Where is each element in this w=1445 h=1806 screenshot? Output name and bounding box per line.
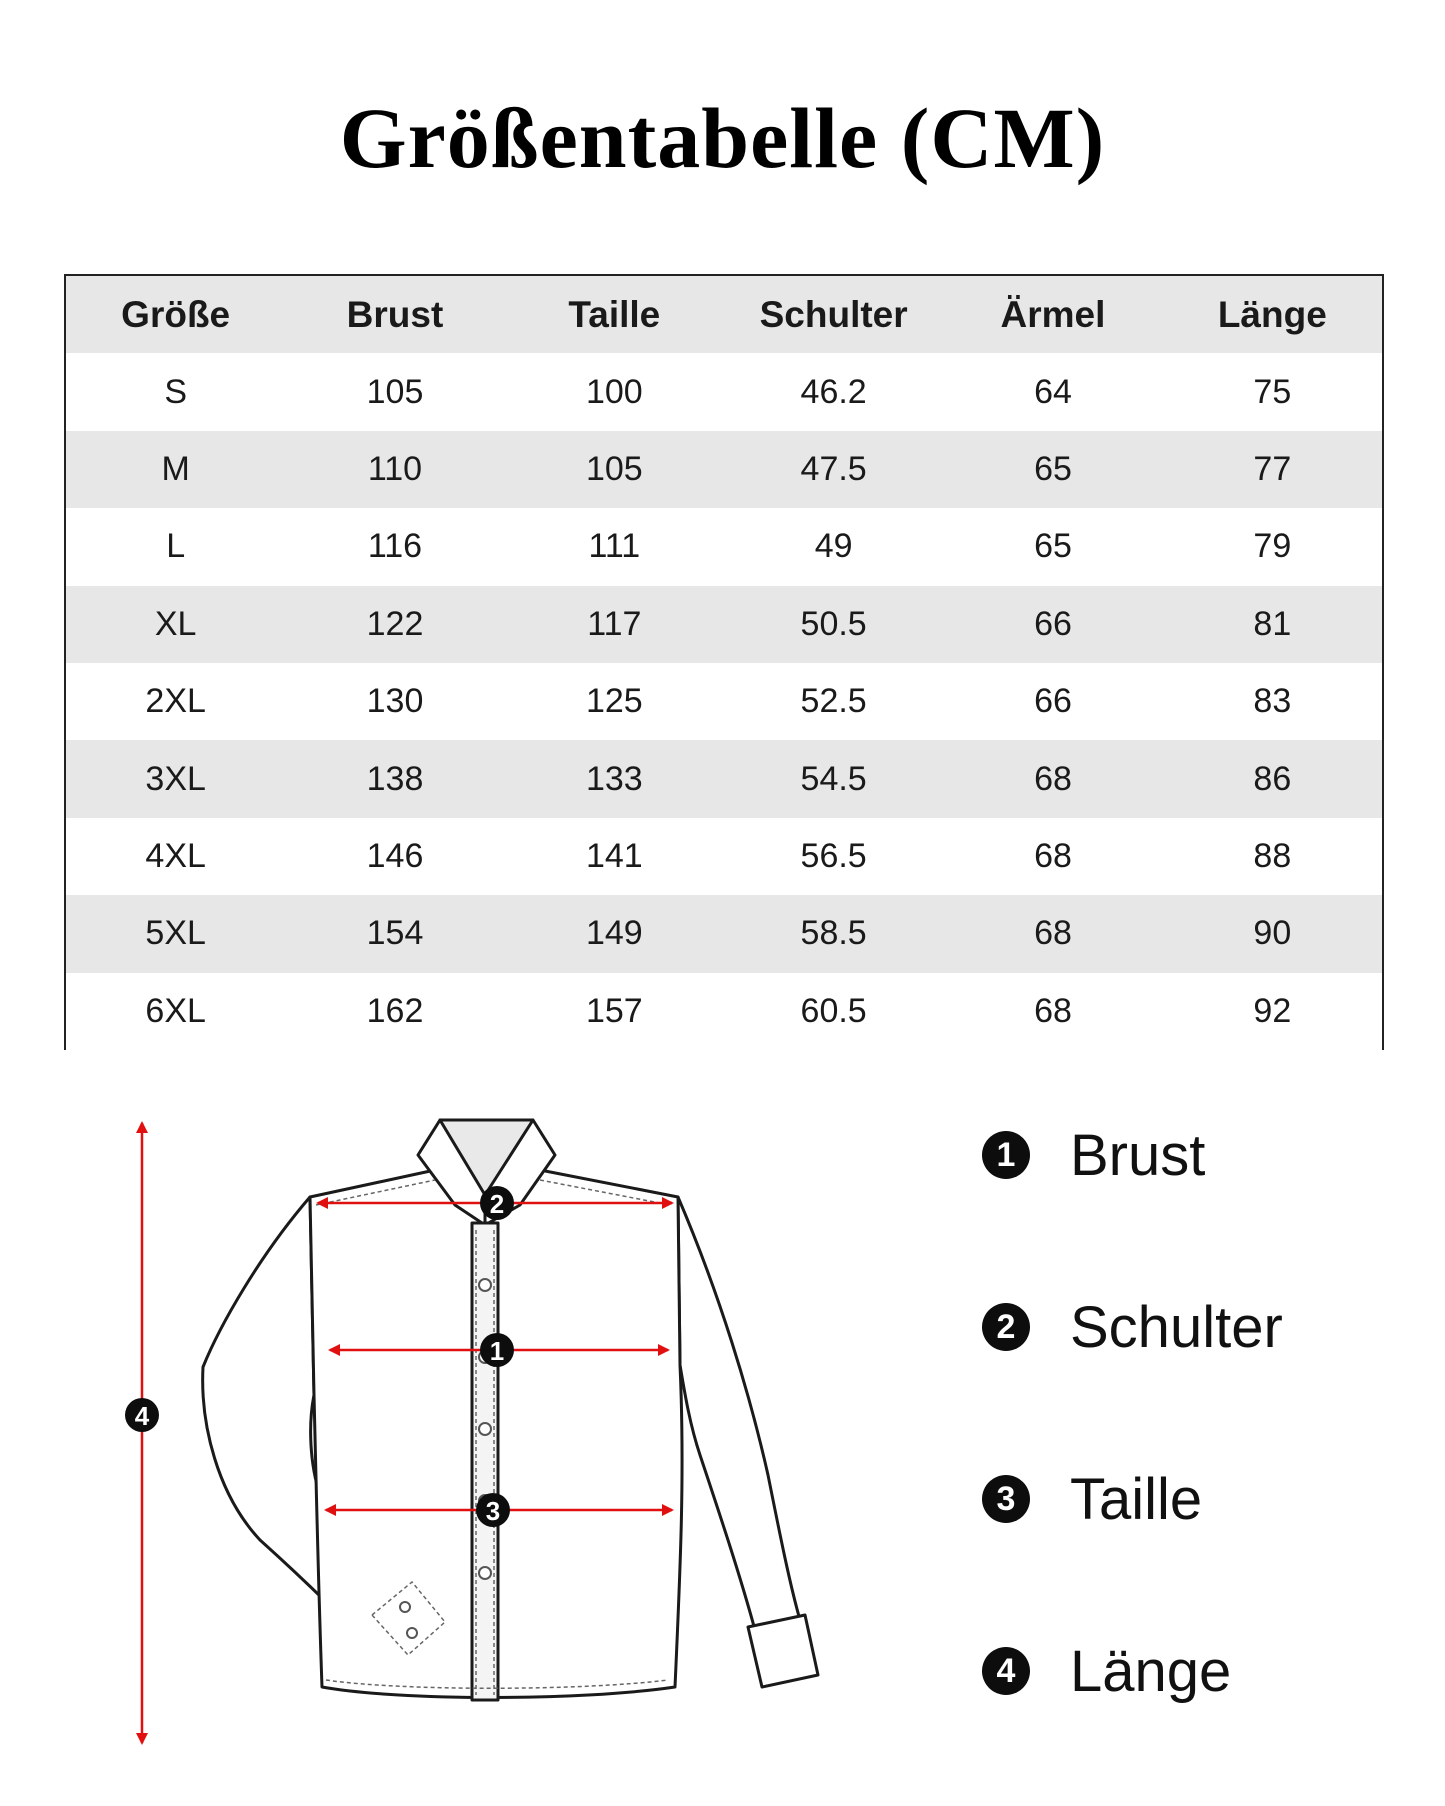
cell-taille: 149 — [505, 895, 724, 972]
cell-schulter: 49 — [724, 508, 943, 585]
legend-item-laenge — [982, 1636, 1231, 1706]
table-header-row — [66, 276, 1382, 353]
cell-schulter: 47.5 — [724, 431, 943, 508]
cell-aermel: 65 — [943, 431, 1162, 508]
shirt-diagram — [100, 1095, 860, 1775]
cell-laenge: 90 — [1163, 895, 1382, 972]
header-laenge: Länge — [1163, 276, 1382, 353]
cell-schulter: 50.5 — [724, 586, 943, 663]
cell-groesse: 3XL — [66, 740, 285, 817]
table-row — [66, 663, 1382, 740]
cell-brust: 116 — [285, 508, 504, 585]
cell-brust: 154 — [285, 895, 504, 972]
table-row — [66, 895, 1382, 972]
cell-schulter: 54.5 — [724, 740, 943, 817]
cell-taille: 157 — [505, 973, 724, 1050]
legend-label: Länge — [1070, 1638, 1232, 1704]
cell-taille: 117 — [505, 586, 724, 663]
legend-number: 4 — [982, 1647, 1030, 1695]
table-row — [66, 353, 1382, 430]
size-table-container — [64, 274, 1384, 1050]
cell-schulter: 60.5 — [724, 973, 943, 1050]
cell-taille: 125 — [505, 663, 724, 740]
cell-taille: 105 — [505, 431, 724, 508]
marker-4-label: 4 — [134, 1401, 150, 1431]
cell-groesse: M — [66, 431, 285, 508]
table-row — [66, 740, 1382, 817]
cell-brust: 122 — [285, 586, 504, 663]
legend-label: Schulter — [1070, 1294, 1283, 1360]
table-body — [66, 353, 1382, 1050]
cell-taille: 111 — [505, 508, 724, 585]
cell-schulter: 56.5 — [724, 818, 943, 895]
cell-groesse: 5XL — [66, 895, 285, 972]
cell-brust: 146 — [285, 818, 504, 895]
cell-brust: 130 — [285, 663, 504, 740]
page-title: Größentabelle (CM) — [339, 90, 1106, 186]
cell-aermel: 68 — [943, 740, 1162, 817]
legend-number: 3 — [982, 1475, 1030, 1523]
cell-aermel: 68 — [943, 818, 1162, 895]
legend-item-taille — [982, 1464, 1202, 1534]
marker-2-schulter — [480, 1186, 514, 1220]
header-schulter: Schulter — [724, 276, 943, 353]
cell-groesse: 4XL — [66, 818, 285, 895]
cell-aermel: 68 — [943, 895, 1162, 972]
cell-groesse: S — [66, 353, 285, 430]
cell-laenge: 77 — [1163, 431, 1382, 508]
table-row — [66, 508, 1382, 585]
table-row — [66, 973, 1382, 1050]
table-row — [66, 586, 1382, 663]
cell-taille: 133 — [505, 740, 724, 817]
header-taille: Taille — [505, 276, 724, 353]
legend-number: 1 — [982, 1131, 1030, 1179]
cell-laenge: 79 — [1163, 508, 1382, 585]
cell-schulter: 52.5 — [724, 663, 943, 740]
cell-laenge: 88 — [1163, 818, 1382, 895]
marker-2-label: 2 — [489, 1189, 505, 1219]
cell-schulter: 58.5 — [724, 895, 943, 972]
cell-aermel: 66 — [943, 663, 1162, 740]
header-aermel: Ärmel — [943, 276, 1162, 353]
header-groesse: Größe — [66, 276, 285, 353]
cell-schulter: 46.2 — [724, 353, 943, 430]
legend-item-brust — [982, 1120, 1205, 1190]
marker-4-laenge — [125, 1398, 159, 1432]
cell-groesse: 6XL — [66, 973, 285, 1050]
cell-groesse: XL — [66, 586, 285, 663]
cell-aermel: 64 — [943, 353, 1162, 430]
cell-brust: 138 — [285, 740, 504, 817]
cell-laenge: 86 — [1163, 740, 1382, 817]
legend-label: Taille — [1070, 1466, 1203, 1532]
header-brust: Brust — [285, 276, 504, 353]
legend-label: Brust — [1070, 1122, 1206, 1188]
cell-laenge: 75 — [1163, 353, 1382, 430]
marker-1-brust — [480, 1333, 514, 1367]
cell-laenge: 81 — [1163, 586, 1382, 663]
legend-number: 2 — [982, 1303, 1030, 1351]
cell-taille: 100 — [505, 353, 724, 430]
marker-3-label: 3 — [485, 1496, 501, 1526]
cell-groesse: L — [66, 508, 285, 585]
cell-brust: 162 — [285, 973, 504, 1050]
legend-item-schulter — [982, 1292, 1283, 1362]
cell-aermel: 66 — [943, 586, 1162, 663]
cell-groesse: 2XL — [66, 663, 285, 740]
cell-aermel: 65 — [943, 508, 1162, 585]
cell-brust: 105 — [285, 353, 504, 430]
cell-taille: 141 — [505, 818, 724, 895]
table-row — [66, 431, 1382, 508]
size-table — [66, 276, 1382, 1050]
cell-laenge: 92 — [1163, 973, 1382, 1050]
cell-laenge: 83 — [1163, 663, 1382, 740]
cell-aermel: 68 — [943, 973, 1162, 1050]
cell-brust: 110 — [285, 431, 504, 508]
marker-1-label: 1 — [489, 1336, 505, 1366]
table-row — [66, 818, 1382, 895]
marker-3-taille — [476, 1493, 510, 1527]
